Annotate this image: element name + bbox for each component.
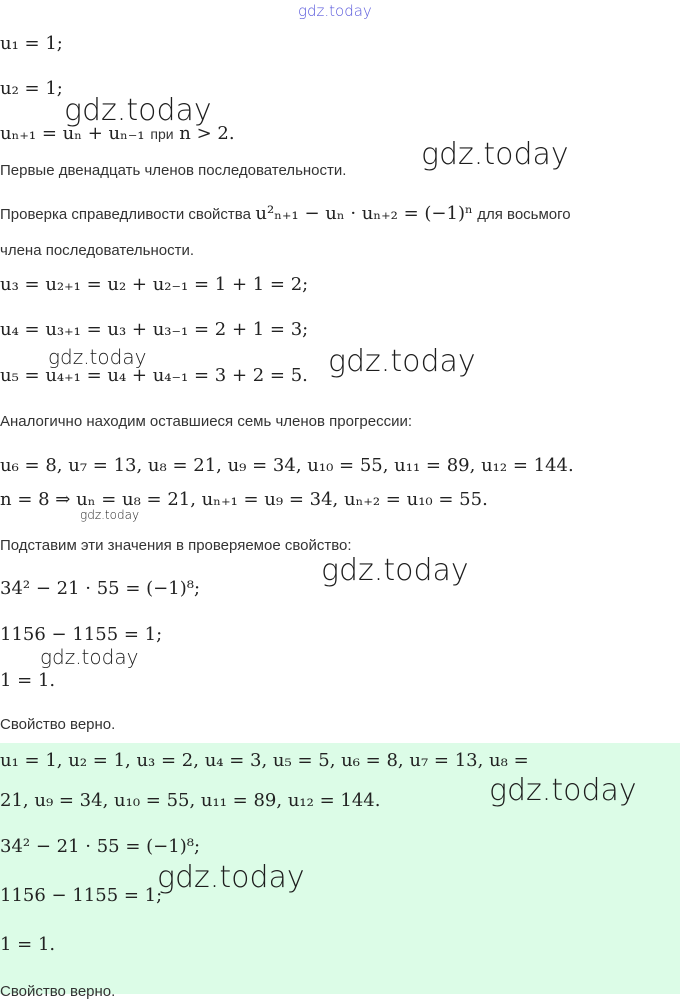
watermark-top: gdz.today [298, 2, 372, 20]
watermark-9: gdz.today [157, 860, 305, 895]
property-text-c: члена последовательности. [0, 242, 194, 259]
formula-n8: n = 8 ⇒ uₙ = u₈ = 21, uₙ₊₁ = u₉ = 34, uₙ₊₂ = u₁₀ = 55. [0, 489, 488, 510]
text-property-check [0, 203, 571, 224]
formula-u6-u12: u₆ = 8, u₇ = 13, u₈ = 21, u₉ = 34, u₁₀ = 55, u₁₁ = 89, u₁₂ = 144. [0, 455, 574, 476]
formula-u5: u₅ = u₄₊₁ = u₄ + u₄₋₁ = 3 + 2 = 5. [0, 365, 308, 386]
watermark-6: gdz.today [321, 553, 469, 588]
watermark-3: gdz.today [48, 345, 147, 369]
watermark-8: gdz.today [489, 773, 637, 808]
watermark-1: gdz.today [64, 93, 212, 128]
formula-u2: u₂ = 1; [0, 78, 63, 99]
recurrence-condition: n > 2. [179, 123, 235, 144]
formula-check-1: 34² − 21 · 55 = (−1)⁸; [0, 578, 201, 599]
text-property-true: Свойство верно. [0, 716, 116, 733]
answer-line-6: Свойство верно. [0, 983, 116, 1000]
answer-line-5: 1 = 1. [0, 934, 56, 955]
answer-line-4: 1156 − 1155 = 1; [0, 885, 163, 906]
formula-u4: u₄ = u₃₊₁ = u₃ + u₃₋₁ = 2 + 1 = 3; [0, 319, 309, 340]
answer-line-3: 34² − 21 · 55 = (−1)⁸; [0, 836, 201, 857]
property-text-a: Проверка справедливости свойства [0, 206, 251, 223]
property-text-b: для восьмого [477, 206, 571, 223]
formula-u1: u₁ = 1; [0, 33, 63, 54]
watermark-5: gdz.today [80, 508, 140, 522]
property-formula: u²ₙ₊₁ − uₙ · uₙ₊₂ = (−1)ⁿ [255, 203, 473, 224]
text-substitute: Подставим эти значения в проверяемое свойство: [0, 537, 352, 554]
watermark-2: gdz.today [421, 137, 569, 172]
answer-line-2: 21, u₉ = 34, u₁₀ = 55, u₁₁ = 89, u₁₂ = 144. [0, 790, 381, 811]
text-remaining-members: Аналогично находим оставшиеся семь членов прогрессии: [0, 413, 413, 430]
formula-check-2: 1156 − 1155 = 1; [0, 624, 163, 645]
watermark-4: gdz.today [328, 344, 476, 379]
recurrence-word-pri: при [150, 126, 174, 142]
formula-check-3: 1 = 1. [0, 670, 56, 691]
recurrence-expression: uₙ₊₁ = uₙ + uₙ₋₁ [0, 123, 145, 144]
text-first-twelve: Первые двенадцать членов последовательности. [0, 162, 347, 179]
answer-line-1: u₁ = 1, u₂ = 1, u₃ = 2, u₄ = 3, u₅ = 5, u₆ = 8, u₇ = 13, u₈ = [0, 750, 529, 771]
formula-u3: u₃ = u₂₊₁ = u₂ + u₂₋₁ = 1 + 1 = 2; [0, 274, 309, 295]
watermark-7: gdz.today [40, 645, 139, 669]
